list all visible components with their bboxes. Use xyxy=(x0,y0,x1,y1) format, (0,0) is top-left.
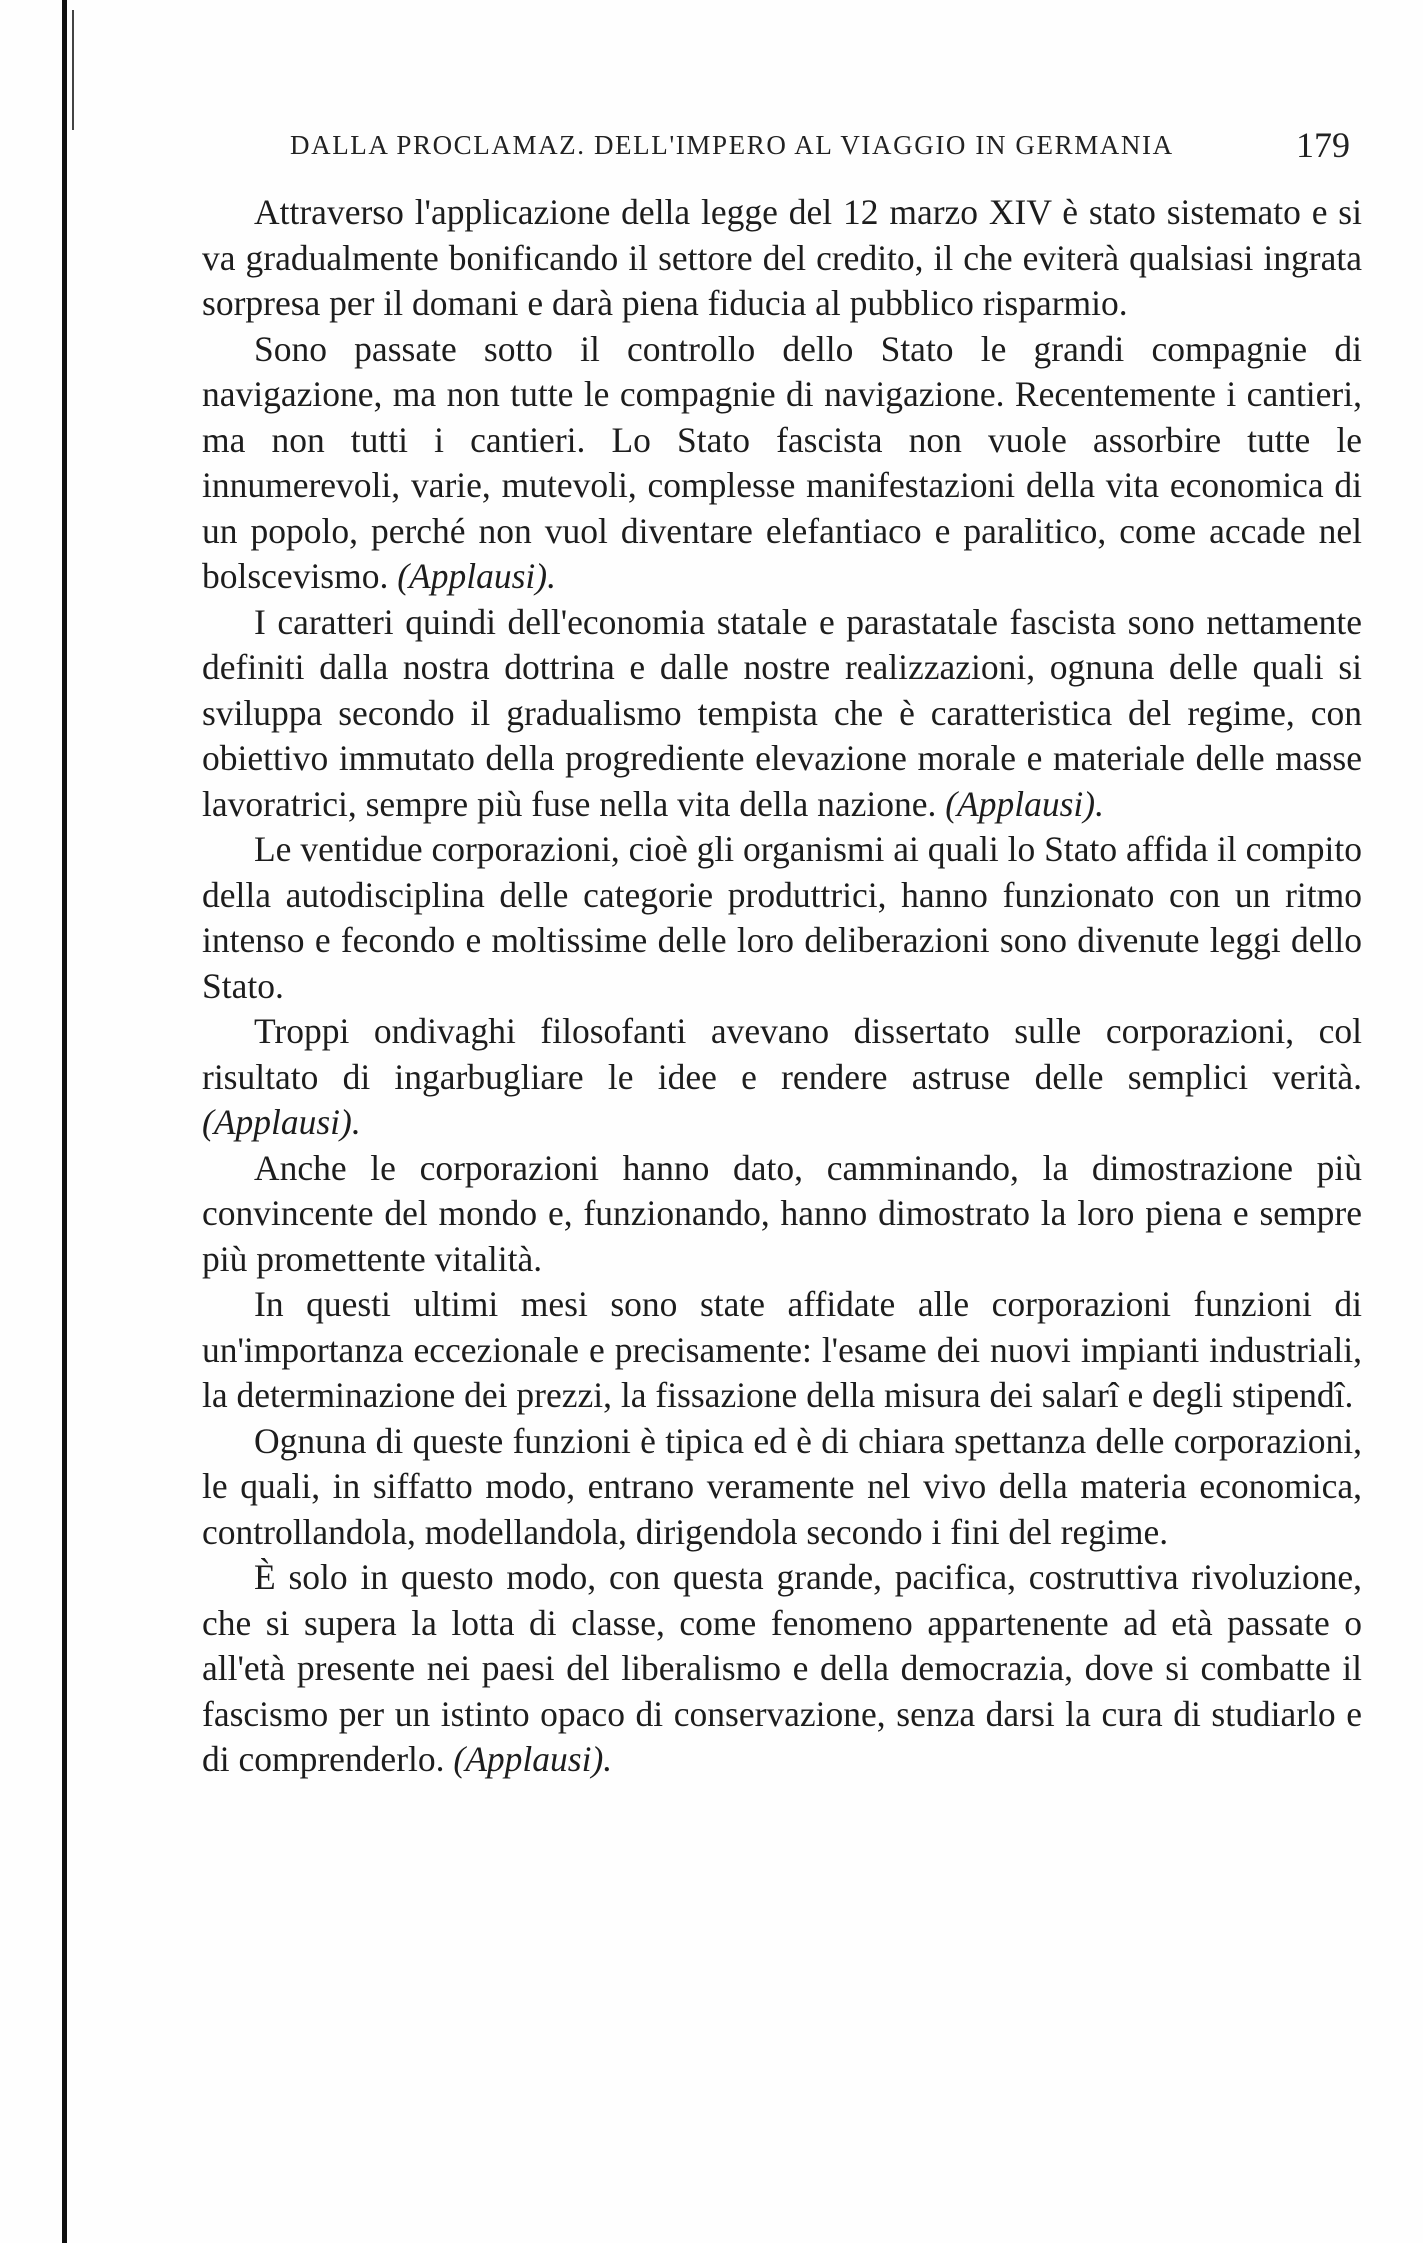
paragraph-filosofanti xyxy=(202,1009,1362,1146)
applausi-note: (Applausi). xyxy=(945,783,1104,824)
paragraph-credito xyxy=(202,190,1362,327)
paragraph-funzioni xyxy=(202,1282,1362,1419)
paragraph-text: In questi ultimi mesi sono state affidate alle corporazioni funzioni di un'importanza eccezionale e precisamente: l'esame dei nuovi impianti industriali, la determinazione dei prezzi, la fissazione della misura dei salarî e degli stipendî. xyxy=(202,1284,1362,1415)
paragraph-text: Attraverso l'applicazione della legge del 12 marzo XIV è stato sistemato e si va gradualmente bonificando il settore del credito, il che eviterà qualsiasi ingrata sorpresa per il domani e darà piena fiducia al pubblico risparmio. xyxy=(202,192,1362,323)
body-text xyxy=(202,190,1362,1783)
paragraph-spettanza xyxy=(202,1419,1362,1556)
paragraph-text: Le ventidue corporazioni, cioè gli organismi ai quali lo Stato affida il compito della autodisciplina delle categorie produttrici, hanno funzionato con un ritmo intenso e fecondo e moltissime delle loro deliberazioni sono divenute leggi dello Stato. xyxy=(202,829,1362,1006)
paragraph-navigazione xyxy=(202,327,1362,600)
paragraph-rivoluzione xyxy=(202,1555,1362,1783)
applausi-note: (Applausi). xyxy=(202,1102,361,1142)
paragraph-text: Anche le corporazioni hanno dato, camminando, la dimostrazione più convincente del mondo e, funzionando, hanno dimostrato la loro piena e sempre più promettente vitalità. xyxy=(202,1147,1362,1279)
binding-edge-mark xyxy=(72,10,74,130)
paragraph-text: È solo in questo modo, con questa grande, pacifica, costruttiva rivoluzione, che si supera la lotta di classe, come fenomeno appartenente ad età passate o all'età presente nei paesi del liberalismo e della democrazia, dove si combatte il fascismo per un istinto opaco di conservazione, senza darsi la cura di studiarlo e di comprenderlo. xyxy=(202,1557,1362,1779)
binding-edge xyxy=(62,0,67,2243)
applausi-note: (Applausi). xyxy=(397,556,556,596)
page-number: 179 xyxy=(1296,125,1350,165)
page-header xyxy=(290,124,1382,174)
paragraph-text: Troppi ondivaghi filosofanti avevano dissertato sulle corporazioni, col risultato di ingarbugliare le idee e rendere astruse delle semplici verità. xyxy=(202,1011,1362,1097)
paragraph-text: Sono passate sotto il controllo dello Stato le grandi compagnie di navigazione, ma non tutte le compagnie di navigazione. Recentemente i cantieri, ma non tutti i cantieri. Lo Stato fascista non vuole assorbire tutte le innumerevoli, varie, mutevoli, complesse manifestazioni della vita economica di un popolo, perché non vuol diventare elefantiaco e paralitico, come accade nel bolscevismo. xyxy=(202,328,1362,596)
paragraph-dimostrazione xyxy=(202,1146,1362,1283)
applausi-note: (Applausi). xyxy=(453,1739,613,1779)
paragraph-ventidue-corporazioni xyxy=(202,827,1362,1009)
paragraph-text: Ognuna di queste funzioni è tipica ed è di chiara spettanza delle corporazioni, le quali, in siffatto modo, entrano veramente nel vivo della materia economica, controllandola, modellandola, dirigendola secondo i fini del regime. xyxy=(202,1420,1362,1552)
running-title: DALLA PROCLAMAZ. DELL'IMPERO AL VIAGGIO IN GERMANIA xyxy=(290,130,1174,160)
paragraph-text: I caratteri quindi dell'economia statale e parastatale fascista sono nettamente definiti dalla nostra dottrina e dalle nostre realizzazioni, ognuna delle quali si sviluppa secondo il gradualismo tempista che è caratteristica del regime, con obiettivo immutato della progrediente elevazione morale e materiale delle masse lavoratrici, sempre più fuse nella vita della nazione. xyxy=(202,601,1362,824)
paragraph-caratteri xyxy=(202,600,1362,828)
